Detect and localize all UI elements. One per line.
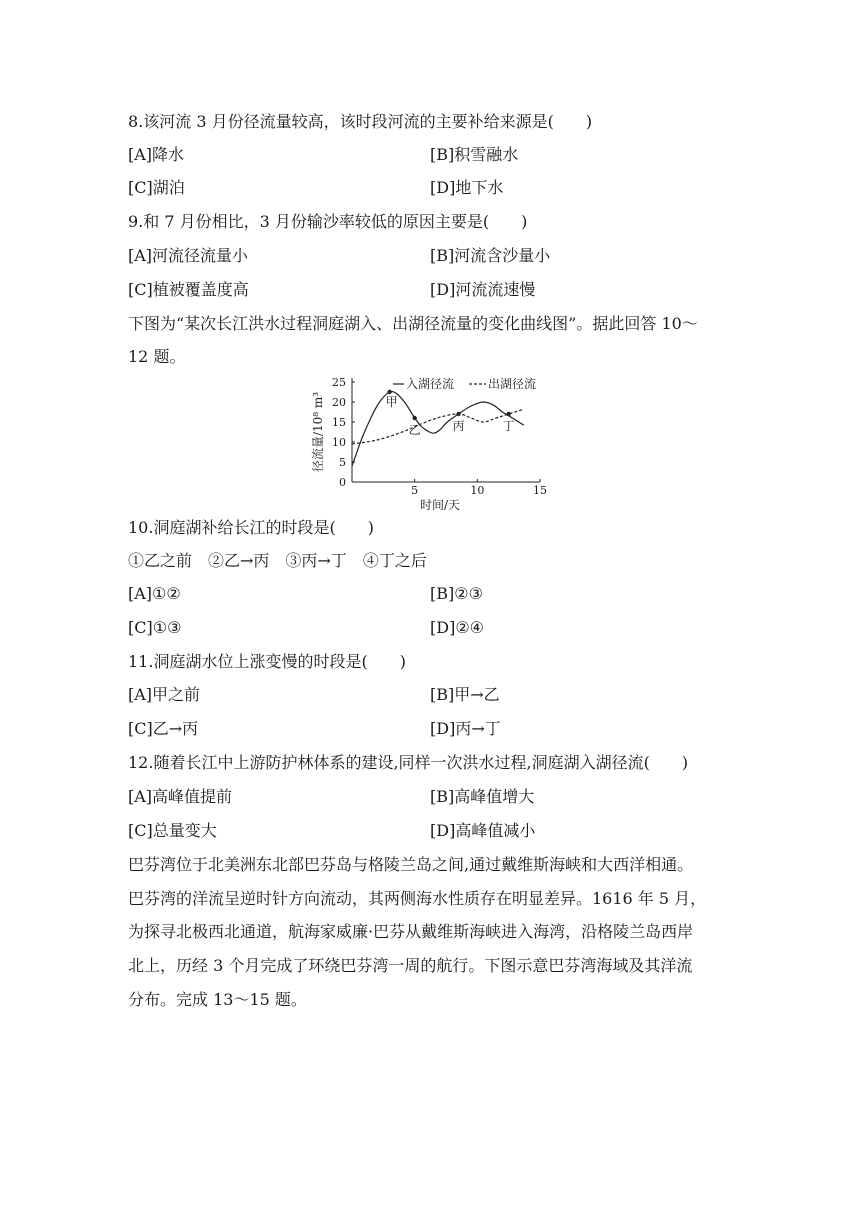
intro-paragraph-line: 分布。完成 13～15 题。: [128, 990, 307, 1009]
x-tick-label: 5: [411, 484, 419, 497]
q12-option-c[interactable]: [C]总量变大: [128, 821, 217, 840]
y-tick-label: 20: [332, 396, 346, 409]
point-marker: [456, 412, 460, 416]
q9-option-b[interactable]: [B]河流含沙量小: [430, 246, 551, 265]
q10-stem: 10.洞庭湖补给长江的时段是( ): [128, 518, 374, 537]
intro-paragraph-line: 巴芬湾的洋流呈逆时针方向流动，其两侧海水性质存在明显差异。1616 年 5 月，: [128, 889, 707, 908]
origin-tick-label: 0: [339, 476, 346, 489]
legend-outflow-label: 出湖径流: [488, 377, 537, 391]
q9-option-a[interactable]: [A]河流径流量小: [128, 246, 249, 265]
point-marker: [387, 390, 391, 394]
intro-paragraph-line: 12 题。: [128, 347, 186, 366]
q10-option-b[interactable]: [B]②③: [430, 584, 483, 603]
inflow-series-line: [352, 391, 524, 466]
legend-inflow-label: 入湖径流: [406, 377, 455, 391]
q12-option-d[interactable]: [D]高峰值减小: [430, 821, 536, 840]
q11-stem: 11.洞庭湖水位上涨变慢的时段是( ): [128, 652, 406, 671]
q8-option-d[interactable]: [D]地下水: [430, 178, 504, 197]
q12-stem: 12.随着长江中上游防护林体系的建设,同样一次洪水过程,洞庭湖入湖径流( ): [128, 753, 689, 772]
y-tick-label: 15: [332, 416, 346, 429]
chart-x-axis-label: 时间/天: [419, 498, 461, 512]
chart-series: [352, 391, 524, 466]
intro-paragraph-line: 下图为“某次长江洪水过程洞庭湖入、出湖径流量的变化曲线图”。据此回答 10～: [128, 314, 698, 333]
q12-option-b[interactable]: [B]高峰值增大: [430, 787, 535, 806]
q8-option-a[interactable]: [A]降水: [128, 145, 185, 164]
q9-stem: 9.和 7 月份相比，3 月份输沙率较低的原因主要是( ): [128, 212, 528, 231]
outflow-series-line: [352, 409, 524, 444]
q11-option-a[interactable]: [A]甲之前: [128, 685, 201, 704]
y-tick-label: 25: [332, 376, 346, 389]
q9-option-c[interactable]: [C]植被覆盖度高: [128, 280, 249, 299]
q11-option-d[interactable]: [D]丙→丁: [430, 719, 501, 738]
q8-stem: 8.该河流 3 月份径流量较高，该时段河流的主要补给来源是( ): [128, 112, 593, 131]
q8-option-c[interactable]: [C]湖泊: [128, 178, 185, 197]
point-annotation-label: 乙: [408, 423, 421, 437]
point-annotation-label: 丁: [502, 419, 515, 433]
x-tick-label: 10: [470, 484, 485, 497]
chart-markers: [386, 390, 515, 437]
x-tick-label: 15: [533, 484, 547, 497]
q10-choices: ①乙之前 ②乙→丙 ③丙→丁 ④丁之后: [128, 551, 427, 570]
point-marker: [412, 416, 416, 420]
q11-option-b[interactable]: [B]甲→乙: [430, 685, 500, 704]
y-tick-label: 5: [339, 456, 346, 469]
q10-option-c[interactable]: [C]①③: [128, 618, 182, 637]
point-annotation-label: 甲: [385, 395, 398, 409]
q9-option-d[interactable]: [D]河流流速慢: [430, 280, 536, 299]
q10-option-d[interactable]: [D]②④: [430, 618, 484, 637]
runoff-line-chart: [300, 366, 560, 514]
q11-option-c[interactable]: [C]乙→丙: [128, 719, 199, 738]
intro-paragraph-line: 为探寻北极西北通道，航海家威廉·巴芬从戴维斯海峡进入海湾，沿格陵兰岛西岸: [128, 922, 694, 941]
q10-option-a[interactable]: [A]①②: [128, 584, 181, 603]
chart-y-axis-label: 径流量/10⁸ m³: [311, 391, 325, 473]
y-tick-label: 10: [332, 436, 346, 449]
point-annotation-label: 丙: [452, 419, 465, 433]
q12-option-a[interactable]: [A]高峰值提前: [128, 787, 233, 806]
chart-ticks: [332, 376, 547, 497]
chart-legend: [393, 376, 536, 391]
q8-option-b[interactable]: [B]积雪融水: [430, 145, 519, 164]
point-marker: [506, 412, 510, 416]
intro-paragraph-line: 巴芬湾位于北美洲东北部巴芬岛与格陵兰岛之间,通过戴维斯海峡和大西洋相通。: [128, 855, 694, 874]
intro-paragraph-line: 北上，历经 3 个月完成了环绕巴芬湾一周的航行。下图示意巴芬湾海域及其洋流: [128, 956, 693, 975]
